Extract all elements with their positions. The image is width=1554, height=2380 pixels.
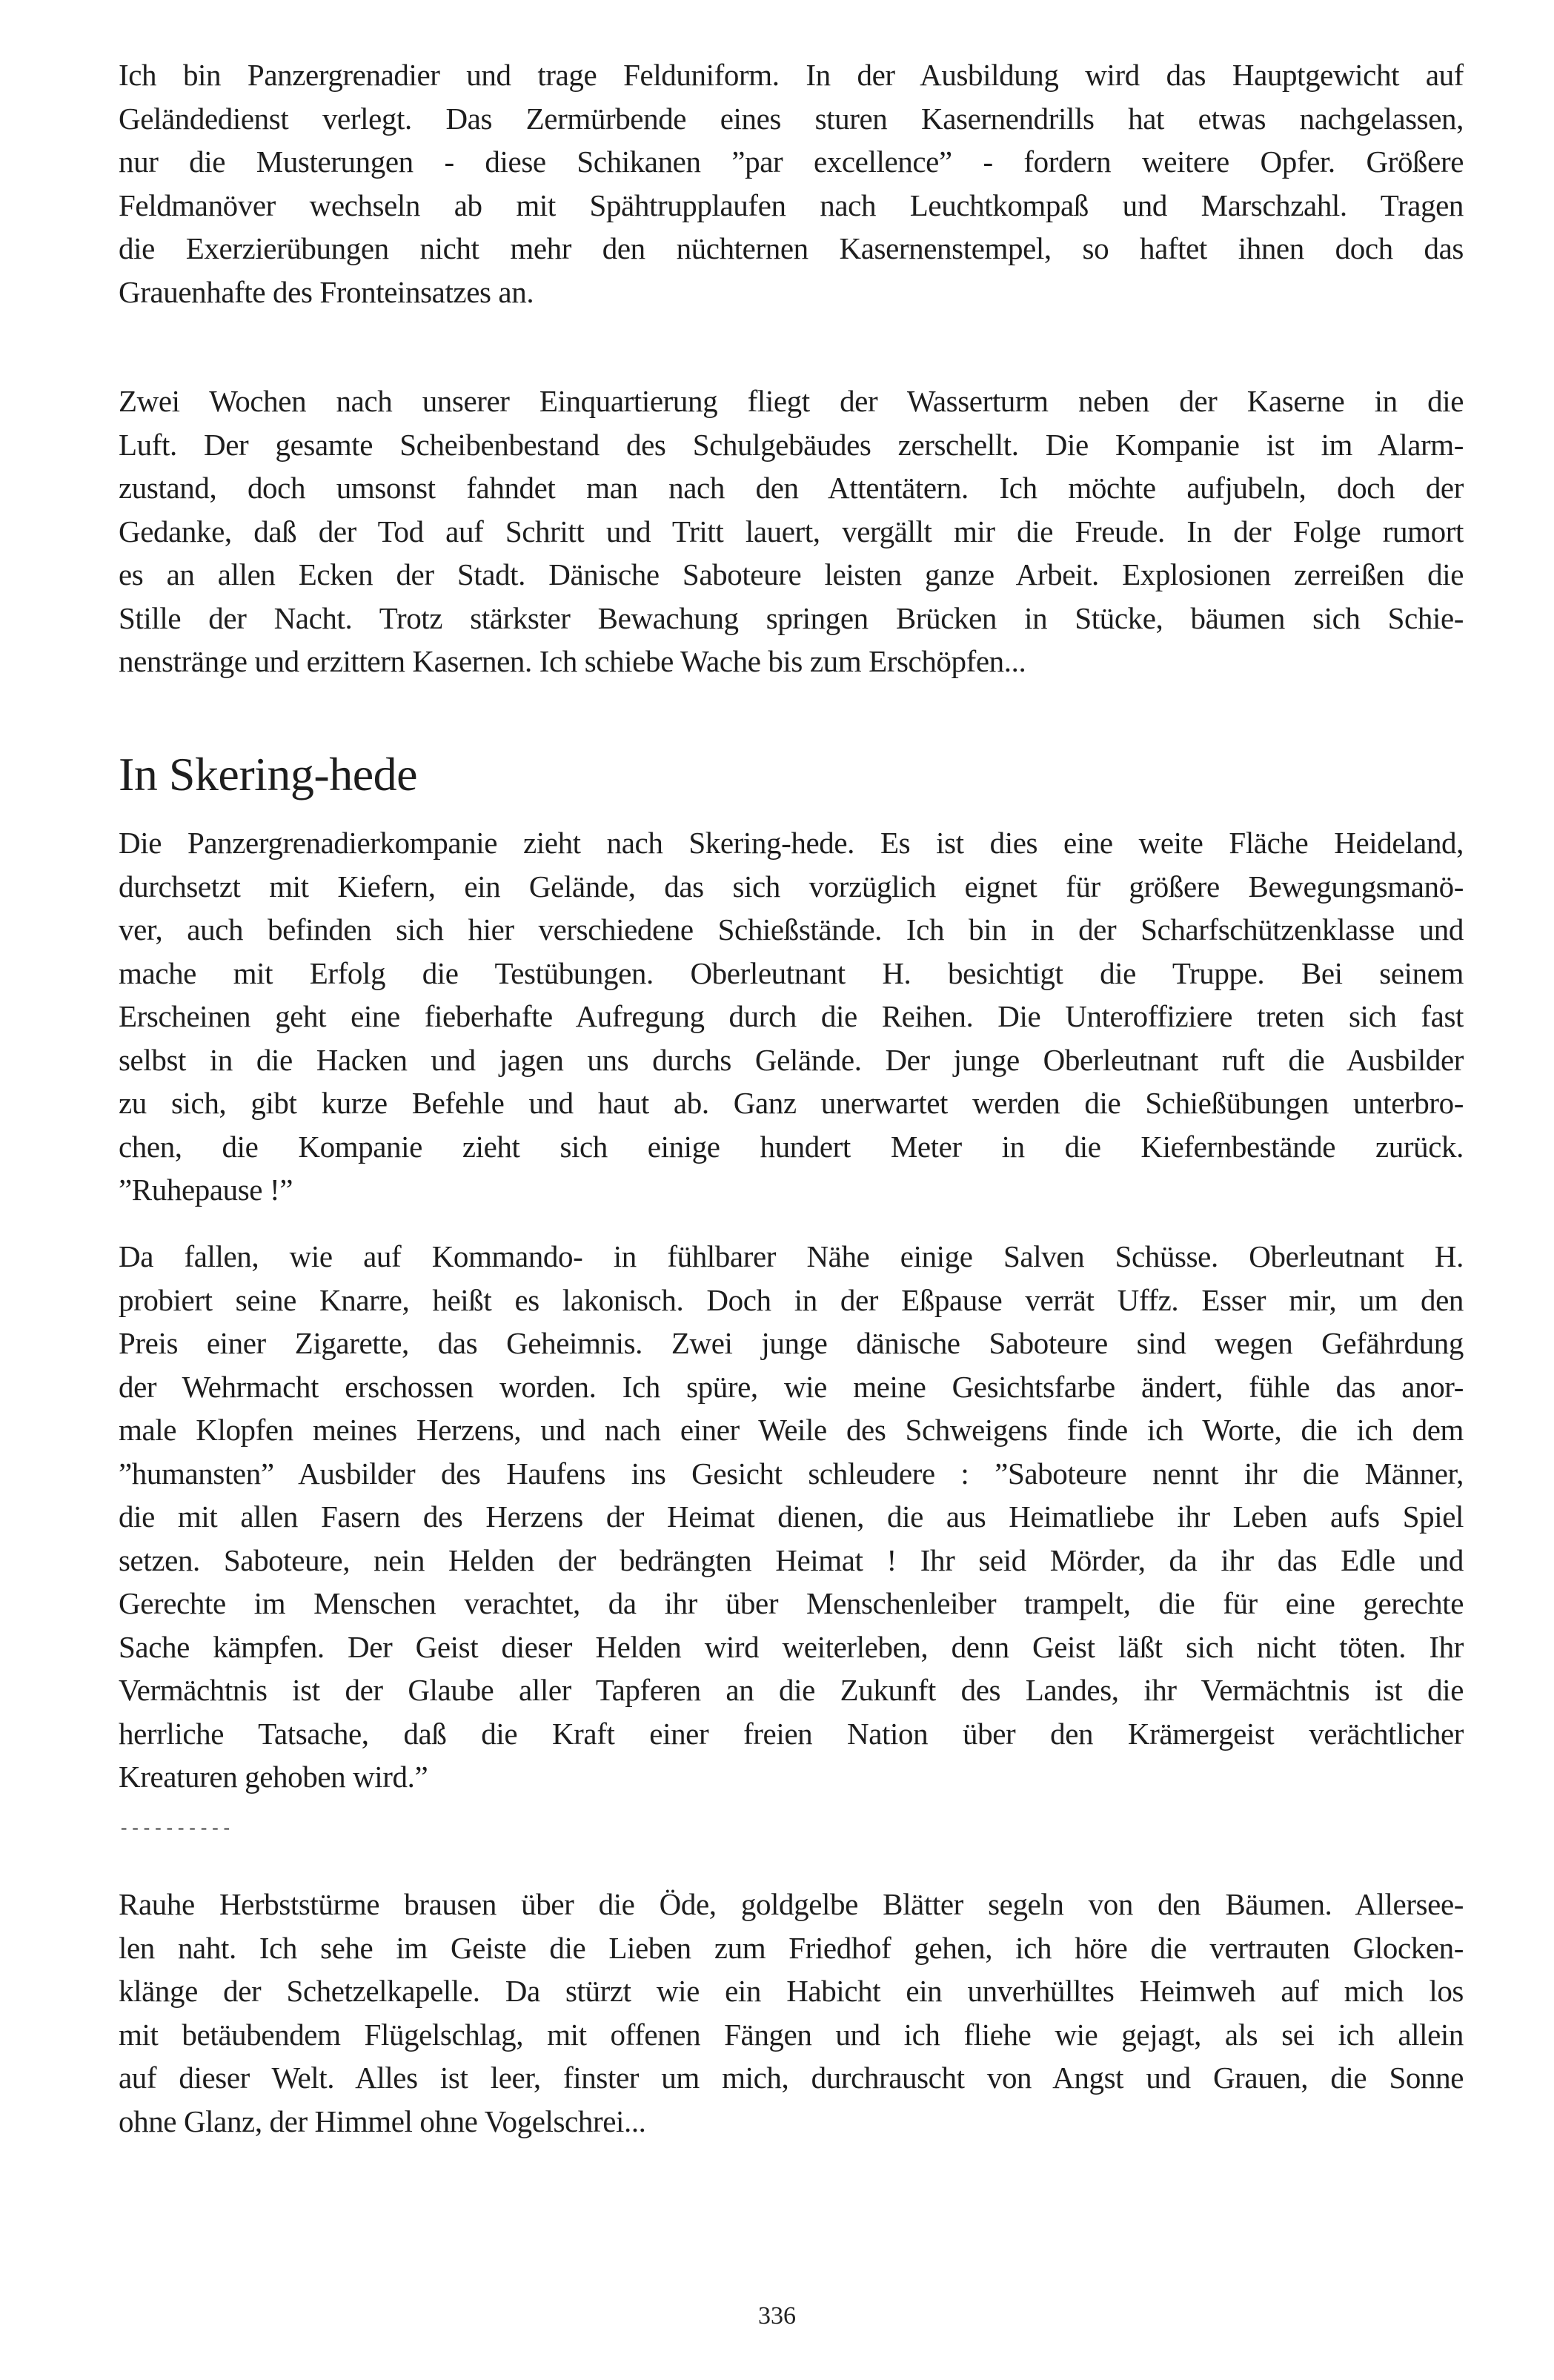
text-line: zu sich, gibt kurze Befehle und haut ab. Ganz unerwartet werden die Schießübungen unterbro-	[119, 1086, 1464, 1120]
text-line: chen, die Kompanie zieht sich einige hundert Meter in die Kiefernbestände zurück.	[119, 1129, 1464, 1164]
section-heading: In Skering-hede	[119, 748, 418, 800]
text-line: male Klopfen meines Herzens, und nach einer Weile des Schweigens finde ich Worte, die ich dem	[119, 1413, 1464, 1447]
paragraph-salven-schuesse	[119, 1235, 1464, 1799]
paragraph-wasserturm	[119, 379, 1464, 683]
page-number: 336	[758, 2302, 796, 2330]
text-line: die mit allen Fasern des Herzens der Heimat dienen, die aus Heimatliebe ihr Leben aufs Spiel	[119, 1499, 1464, 1534]
text-line: probiert seine Knarre, heißt es lakonisch. Doch in der Eßpause verrät Uffz. Esser mir, um den	[119, 1282, 1464, 1317]
text-line: Erscheinen geht eine fieberhafte Aufregung durch die Reihen. Die Unteroffiziere treten sich fast	[119, 999, 1464, 1033]
text-line: Die Panzergrenadierkompanie zieht nach Skering-hede. Es ist dies eine weite Fläche Heideland,	[119, 826, 1464, 860]
text-line: auf dieser Welt. Alles ist leer, finster um mich, durchrauscht von Angst und Grauen, die Sonne	[119, 2061, 1464, 2095]
text-line: ”Ruhepause !”	[119, 1173, 293, 1207]
text-line: zustand, doch umsonst fahndet man nach den Attentätern. Ich möchte aufjubeln, doch der	[119, 471, 1464, 505]
text-line: setzen. Saboteure, nein Helden der bedrängten Heimat ! Ihr seid Mörder, da ihr das Edle und	[119, 1542, 1464, 1577]
text-line: die Exerzierübungen nicht mehr den nüchternen Kasernenstempel, so haftet ihnen doch das	[119, 231, 1464, 265]
text-line: Preis einer Zigarette, das Geheimnis. Zwei junge dänische Saboteure sind wegen Gefährdung	[119, 1326, 1464, 1360]
dash-separator: ----------	[119, 1820, 233, 1840]
text-line: Luft. Der gesamte Scheibenbestand des Schulgebäudes zerschellt. Die Kompanie ist im Alarm-	[119, 427, 1464, 462]
text-line: der Wehrmacht erschossen worden. Ich spüre, wie meine Gesichtsfarbe ändert, fühle das anor-	[119, 1369, 1464, 1404]
text-line: mache mit Erfolg die Testübungen. Oberleutnant H. besichtigt die Truppe. Bei seinem	[119, 955, 1464, 990]
text-line: mit betäubendem Flügelschlag, mit offenen Fängen und ich fliehe wie gejagt, als sei ich allein	[119, 2017, 1464, 2052]
text-line: ohne Glanz, der Himmel ohne Vogelschrei...	[119, 2104, 646, 2138]
text-line: durchsetzt mit Kiefern, ein Gelände, das sich vorzüglich eignet für größere Bewegungsmanö-	[119, 869, 1464, 904]
text-line: Sache kämpfen. Der Geist dieser Helden wird weiterleben, denn Geist läßt sich nicht töten. Ihr	[119, 1629, 1464, 1664]
text-line: Zwei Wochen nach unserer Einquartierung fliegt der Wasserturm neben der Kaserne in die	[119, 384, 1464, 418]
text-line: herrliche Tatsache, daß die Kraft einer freien Nation über den Krämergeist verächtlicher	[119, 1716, 1464, 1751]
text-line: Stille der Nacht. Trotz stärkster Bewachung springen Brücken in Stücke, bäumen sich Schie-	[119, 600, 1464, 635]
text-line: Ich bin Panzergrenadier und trage Felduniform. In der Ausbildung wird das Hauptgewicht auf	[119, 58, 1464, 92]
text-line: Gerechte im Menschen verachtet, da ihr über Menschenleiber trampelt, die für eine gerechte	[119, 1586, 1464, 1620]
text-line: selbst in die Hacken und jagen uns durchs Gelände. Der junge Oberleutnant ruft die Ausbilder	[119, 1042, 1464, 1077]
paragraph-herbststuerme	[119, 1883, 1464, 2143]
text-line: Da fallen, wie auf Kommando- in fühlbarer Nähe einige Salven Schüsse. Oberleutnant H.	[119, 1239, 1464, 1273]
text-line: ”humansten” Ausbilder des Haufens ins Gesicht schleudere : ”Saboteure nennt ihr die Männer,	[119, 1456, 1464, 1491]
text-line: es an allen Ecken der Stadt. Dänische Saboteure leisten ganze Arbeit. Explosionen zerreißen die	[119, 557, 1464, 591]
text-line: Feldmanöver wechseln ab mit Spähtrupplaufen nach Leuchtkompaß und Marschzahl. Tragen	[119, 188, 1464, 222]
paragraph-skering-hede	[119, 821, 1464, 1212]
text-line: Rauhe Herbststürme brausen über die Öde, goldgelbe Blätter segeln von den Bäumen. Allersee-	[119, 1887, 1464, 1921]
text-line: Geländedienst verlegt. Das Zermürbende eines sturen Kasernendrills hat etwas nachgelassen,	[119, 101, 1464, 136]
section-heading-block	[119, 741, 1464, 808]
text-line: ver, auch befinden sich hier verschiedene Schießstände. Ich bin in der Scharfschützenklasse und	[119, 912, 1464, 947]
paragraph-felduniform	[119, 53, 1464, 314]
text-line: klänge der Schetzelkapelle. Da stürzt wie ein Habicht ein unverhülltes Heimweh auf mich los	[119, 1974, 1464, 2008]
text-line: Kreaturen gehoben wird.”	[119, 1760, 428, 1794]
text-line: nur die Musterungen - diese Schikanen ”par excellence” - fordern weitere Opfer. Größere	[119, 145, 1464, 179]
text-line: nenstränge und erzittern Kasernen. Ich schiebe Wache bis zum Erschöpfen...	[119, 644, 1026, 678]
section-separator	[119, 1809, 1464, 1852]
text-line: Gedanke, daß der Tod auf Schritt und Tritt lauert, vergällt mir die Freude. In der Folge rumort	[119, 514, 1464, 548]
text-line: len naht. Ich sehe im Geiste die Lieben zum Friedhof gehen, ich höre die vertrauten Glocken-	[119, 1930, 1464, 1965]
text-line: Grauenhafte des Fronteinsatzes an.	[119, 274, 534, 309]
text-line: Vermächtnis ist der Glaube aller Tapferen an die Zukunft des Landes, ihr Vermächtnis ist die	[119, 1673, 1464, 1707]
